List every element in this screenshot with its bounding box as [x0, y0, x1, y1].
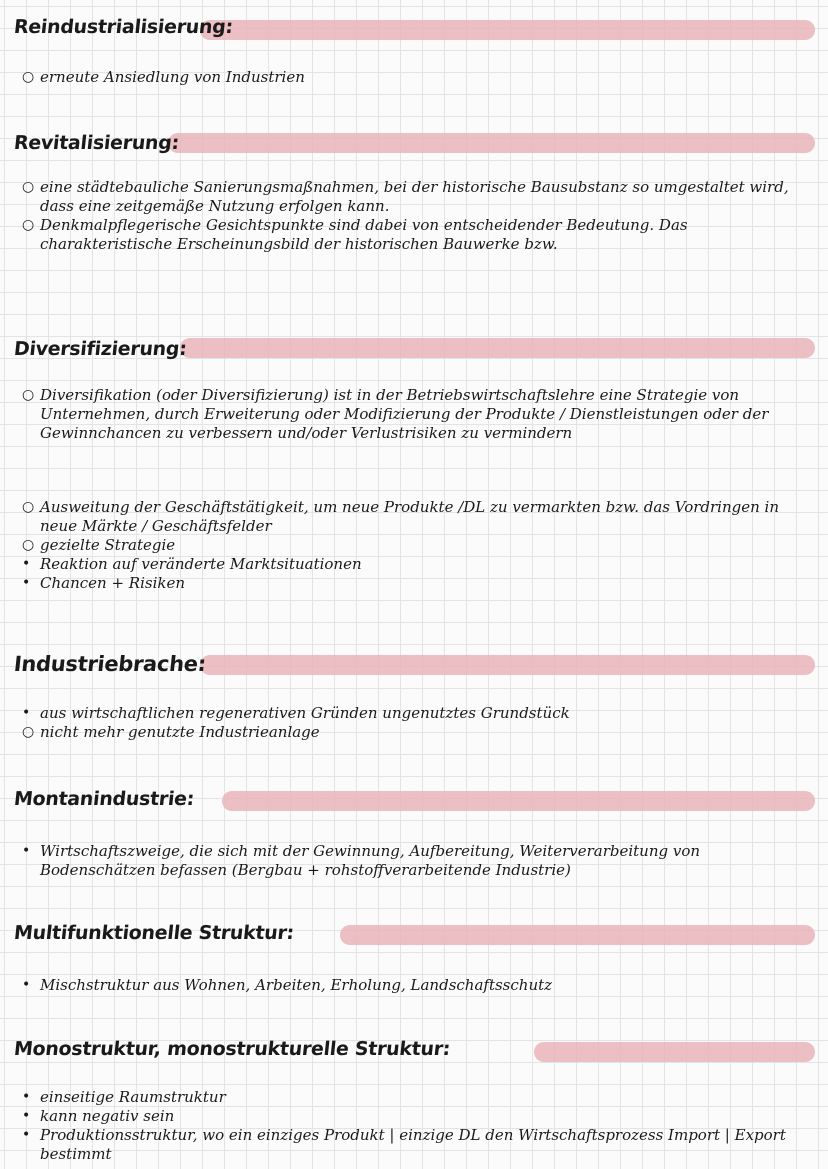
heading-row	[0, 130, 828, 170]
list-item: • aus wirtschaftlichen regenerativen Gründen ungenutztes Grundstück	[22, 704, 570, 722]
section-revitalisierung	[0, 130, 828, 253]
list-item: ○ gezielte Strategie	[22, 536, 176, 554]
list-item: • Produktionsstruktur, wo ein einziges Produkt | einzige DL den Wirtschaftsprozess Import | Export bestimmt	[22, 1126, 786, 1163]
section-heading: Multifunktionelle Struktur:	[12, 922, 296, 944]
heading-row	[0, 920, 828, 960]
section-multifunktionelle-struktur	[0, 920, 828, 994]
section-heading: Monostruktur, monostrukturelle Struktur:	[12, 1038, 452, 1060]
list-item: • einseitige Raumstruktur	[22, 1088, 226, 1106]
bullet-list	[0, 178, 800, 254]
list-item: ○ nicht mehr genutzte Industrieanlage	[22, 723, 320, 741]
section-heading: Reindustrialisierung:	[12, 16, 234, 38]
bullet-list	[0, 498, 800, 593]
heading-row	[0, 1036, 828, 1076]
list-item: ○ Ausweitung der Geschäftstätigkeit, um neue Produkte /DL zu vermarkten bzw. das Vordringen in neue Märkte / Geschäftsfelder	[22, 498, 780, 535]
heading-row	[0, 650, 828, 690]
highlight-bar	[534, 1042, 815, 1062]
bullet-list	[0, 976, 800, 995]
list-item: • Mischstruktur aus Wohnen, Arbeiten, Erholung, Landschaftsschutz	[22, 976, 553, 994]
highlight-bar	[180, 338, 815, 358]
list-item: ○ Diversifikation (oder Diversifizierung) ist in der Betriebswirtschaftslehre eine Strategie von Unternehmen, durch Erweiterung oder Modifizierung der Produkte / Dienstleistungen oder der Gewinnchancen zu verbessern und/oder Verlustrisiken zu vermindern	[22, 386, 769, 442]
section-montanindustrie	[0, 786, 828, 879]
bullet-list	[0, 842, 800, 880]
highlight-bar	[168, 133, 815, 153]
highlight-bar	[340, 925, 815, 945]
list-item: • Chancen + Risiken	[22, 574, 185, 592]
heading-row	[0, 336, 828, 376]
bullet-list	[0, 68, 800, 87]
list-item: ○ erneute Ansiedlung von Industrien	[22, 68, 305, 86]
highlight-bar	[200, 20, 815, 40]
section-diversifizierung	[0, 336, 828, 592]
highlight-bar	[200, 655, 815, 675]
list-item: ○ Denkmalpflegerische Gesichtspunkte sind dabei von entscheidender Bedeutung. Das charakteristische Erscheinungsbild der historischen Bauwerke bzw.	[22, 216, 688, 253]
list-item: • Reaktion auf veränderte Marktsituationen	[22, 555, 362, 573]
section-monostruktur	[0, 1036, 828, 1163]
bullet-list	[0, 704, 800, 742]
heading-row	[0, 786, 828, 826]
bullet-list	[0, 1088, 800, 1164]
list-item: • kann negativ sein	[22, 1107, 175, 1125]
highlight-bar	[222, 791, 815, 811]
heading-row	[0, 14, 828, 54]
section-heading: Industriebrache:	[12, 652, 208, 676]
section-heading: Montanindustrie:	[12, 788, 196, 810]
section-industriebrache	[0, 650, 828, 741]
bullet-list	[0, 386, 800, 443]
section-heading: Diversifizierung:	[12, 338, 188, 360]
section-heading: Revitalisierung:	[12, 132, 181, 154]
section-reindustrialisierung	[0, 14, 828, 86]
list-item: ○ eine städtebauliche Sanierungsmaßnahmen, bei der historische Bausubstanz so umgestaltet wird, dass eine zeitgemäße Nutzung erfolgen kann.	[22, 178, 789, 215]
list-item: • Wirtschaftszweige, die sich mit der Gewinnung, Aufbereitung, Weiterverarbeitung von Bodenschätzen befassen (Bergbau + rohstoffverarbeitende Industrie)	[22, 842, 701, 879]
